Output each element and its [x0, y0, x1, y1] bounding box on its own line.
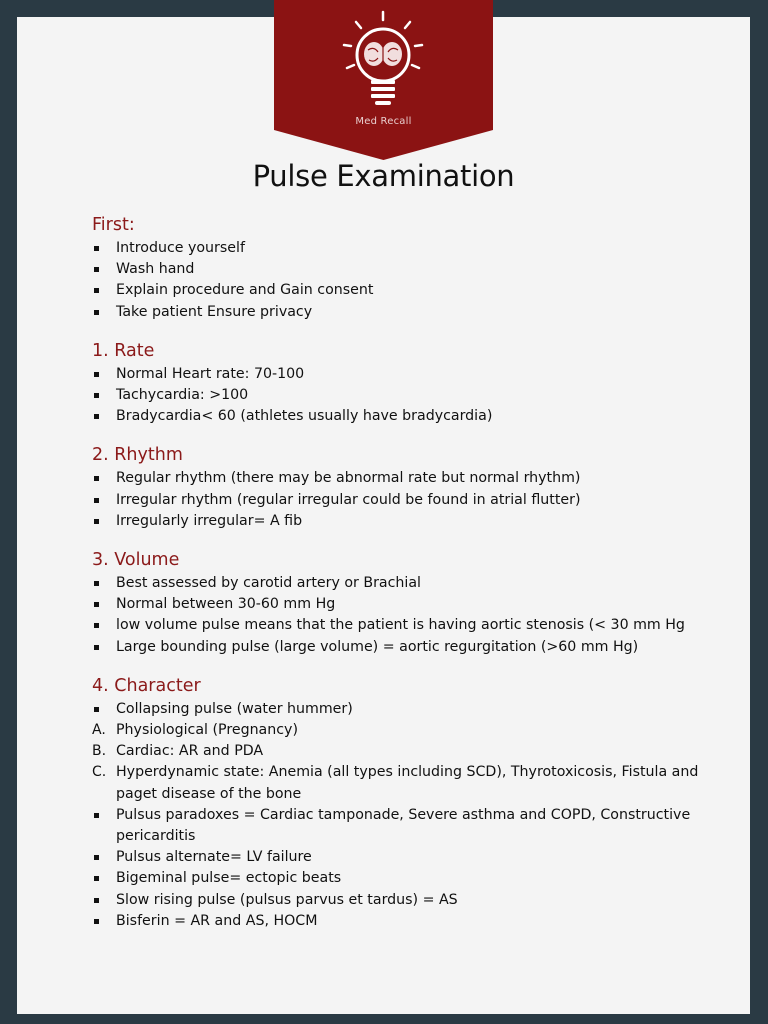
bullet-icon [94, 876, 99, 881]
section-heading: 1. Rate [92, 340, 155, 361]
section-gap [92, 658, 742, 674]
section-gap [92, 532, 742, 548]
list-item [92, 406, 742, 427]
list-item-text: Pulsus alternate= LV failure [116, 849, 312, 866]
list-item [92, 805, 742, 847]
bullet-icon [94, 519, 99, 524]
list-item-text: Normal Heart rate: 70-100 [116, 365, 305, 382]
document-content [92, 213, 742, 932]
page-title: Pulse Examination [252, 159, 515, 193]
bullet-icon [94, 372, 99, 377]
bullet-icon [94, 898, 99, 903]
list-item [92, 637, 742, 658]
list-item [92, 280, 742, 301]
list-item-text: Bisferin = AR and AS, HOCM [116, 912, 318, 929]
list-marker: A. [92, 722, 106, 739]
list-item [92, 762, 742, 804]
list-item [92, 720, 742, 741]
list-item-text: Bigeminal pulse= ectopic beats [116, 870, 342, 887]
bullet-icon [94, 707, 99, 712]
section [92, 339, 742, 428]
list-item-text: Wash hand [116, 261, 195, 278]
list-item [92, 511, 742, 532]
section [92, 674, 742, 932]
list-item-text: Normal between 30-60 mm Hg [116, 596, 336, 613]
list-item-text: Hyperdynamic state: Anemia (all types including SCD), Thyrotoxicosis, Fistula and paget disease of the bone [116, 764, 699, 802]
list-item [92, 490, 742, 511]
section-list [92, 468, 742, 532]
section-heading: First: [92, 215, 135, 235]
list-item [92, 573, 742, 594]
list-item [92, 847, 742, 868]
section-heading: 3. Volume [92, 550, 180, 571]
list-item [92, 594, 742, 615]
section-heading: 2. Rhythm [92, 445, 183, 466]
bullet-icon [94, 581, 99, 586]
list-item [92, 911, 742, 932]
list-item-text: Large bounding pulse (large volume) = aortic regurgitation (>60 mm Hg) [116, 638, 639, 655]
bullet-icon [94, 623, 99, 628]
section-gap [92, 323, 742, 339]
section [92, 443, 742, 532]
bullet-icon [94, 267, 99, 272]
bullet-icon [94, 645, 99, 650]
list-item-text: Pulsus paradoxes = Cardiac tamponade, Severe asthma and COPD, Constructive pericarditis [116, 806, 691, 845]
bullet-icon [94, 246, 99, 251]
bullet-icon [94, 919, 99, 924]
list-item-text: Collapsing pulse (water hummer) [116, 700, 353, 717]
list-item [92, 302, 742, 323]
list-item-text: Explain procedure and Gain consent [116, 282, 374, 299]
section-heading: 4. Character [92, 675, 201, 696]
list-item [92, 238, 742, 259]
list-item [92, 468, 742, 489]
section [92, 213, 742, 323]
list-item-text: Physiological (Pregnancy) [116, 722, 298, 739]
list-item [92, 890, 742, 911]
section-list [92, 364, 742, 428]
list-item-text: Introduce yourself [116, 240, 245, 256]
lightbulb-brain-icon [274, 0, 493, 160]
logo-banner [274, 0, 493, 160]
list-item-text: low volume pulse means that the patient is having aortic stenosis (< 30 mm Hg [116, 617, 685, 634]
section-list [92, 573, 742, 658]
bullet-icon [94, 393, 99, 398]
list-item [92, 259, 742, 280]
bullet-icon [94, 498, 99, 503]
list-item-text: Cardiac: AR and PDA [116, 743, 264, 760]
bullet-icon [94, 414, 99, 419]
list-item-text: Slow rising pulse (pulsus parvus et tardus) = AS [116, 891, 458, 908]
list-item-text: Bradycardia< 60 (athletes usually have bradycardia) [116, 408, 493, 425]
list-item [92, 615, 742, 636]
list-item-text: Irregularly irregular= A fib [116, 512, 303, 529]
list-item [92, 385, 742, 406]
document-page [17, 17, 750, 1014]
list-item [92, 741, 742, 762]
list-item-text: Best assessed by carotid artery or Brachial [116, 575, 421, 592]
section [92, 548, 742, 658]
bullet-icon [94, 813, 99, 818]
list-item-text: Tachycardia: >100 [116, 387, 249, 404]
list-marker: C. [92, 764, 107, 781]
section-gap [92, 427, 742, 443]
section-list [92, 238, 742, 323]
bullet-icon [94, 855, 99, 860]
list-item [92, 699, 742, 720]
list-item [92, 364, 742, 385]
list-marker: B. [92, 743, 107, 760]
section-list [92, 699, 742, 932]
bullet-icon [94, 476, 99, 481]
list-item [92, 868, 742, 889]
list-item-text: Irregular rhythm (regular irregular could be found in atrial flutter) [116, 491, 581, 508]
brand-name: Med Recall [355, 116, 412, 127]
bullet-icon [94, 602, 99, 607]
bullet-icon [94, 310, 99, 315]
bullet-icon [94, 288, 99, 293]
list-item-text: Take patient Ensure privacy [116, 303, 313, 320]
list-item-text: Regular rhythm (there may be abnormal rate but normal rhythm) [116, 470, 581, 487]
